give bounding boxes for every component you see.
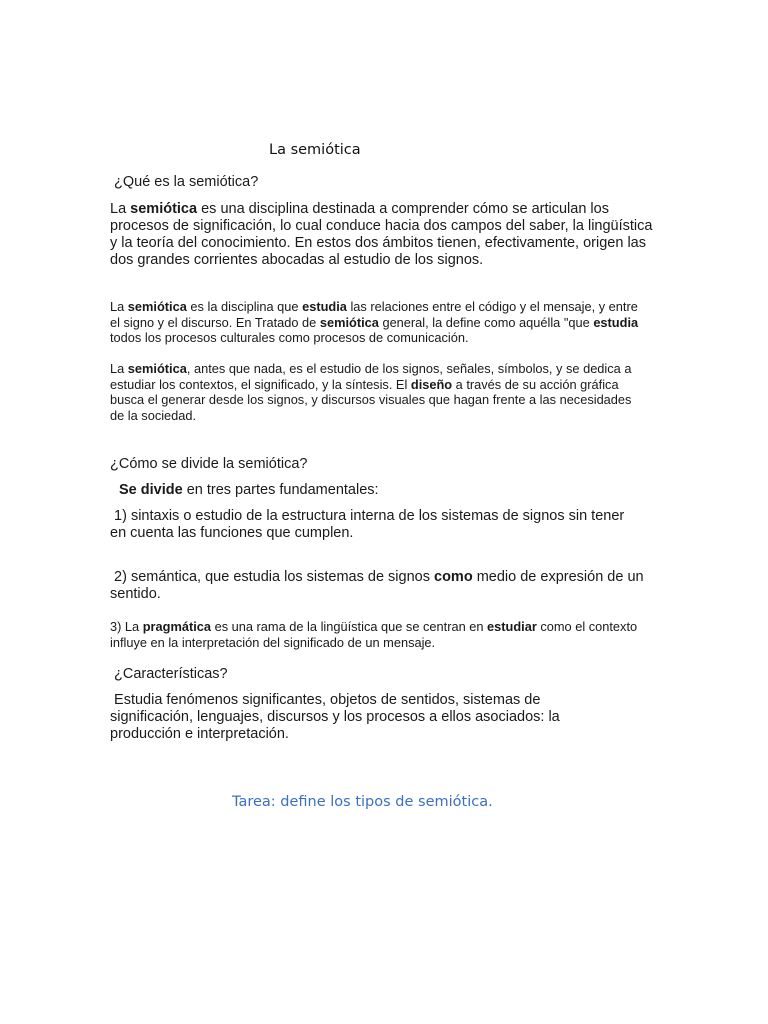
paragraph-definition-1: La semiótica es una disciplina destinada a comprender cómo se articulan los procesos de significación, lo cual conduce hacia dos campos del saber, la lingüística y la teoría del conocimiento. En estos dos ámbitos tienen, efectivamente, origen las dos grandes corrientes abocadas al estudio de los signos. bbox=[110, 201, 653, 268]
list-item-pragmatica: 3) La pragmática es una rama de la lingüística que se centran en estudiar como el contexto influye en la interpretación del significado de un mensaje. bbox=[110, 619, 638, 650]
list-item-semantica: 2) semántica, que estudia los sistemas de signos como medio de expresión de un sentido. bbox=[110, 569, 644, 602]
question-characteristics: ¿Características? bbox=[114, 666, 228, 682]
paragraph-definition-3: La semiótica, antes que nada, es el estudio de los signos, señales, símbolos, y se dedica a estudiar los contextos, el significado, y la síntesis. El diseño a través de su acción gráfica busca el generar desde los signos, y discursos visuales que hagan frente a las necesidades de la sociedad. bbox=[110, 361, 632, 423]
question-how-divided: ¿Cómo se divide la semiótica? bbox=[110, 456, 308, 472]
question-what-is: ¿Qué es la semiótica? bbox=[114, 174, 259, 190]
paragraph-definition-2: La semiótica es la disciplina que estudia las relaciones entre el código y el mensaje, y entre el signo y el discurso. En Tratado de semiótica general, la define como aquélla "que estudia todos los procesos culturales como procesos de comunicación. bbox=[110, 299, 639, 345]
homework-task: Tarea: define los tipos de semiótica. bbox=[232, 794, 493, 810]
paragraph-characteristics: Estudia fenómenos significantes, objetos de sentidos, sistemas de significación, lenguajes, discursos y los procesos a ellos asociados: la producción e interpretación. bbox=[110, 692, 560, 742]
document-title: La semiótica bbox=[269, 142, 361, 158]
paragraph-divisions-intro: Se divide en tres partes fundamentales: bbox=[119, 482, 379, 498]
list-item-sintaxis: 1) sintaxis o estudio de la estructura interna de los sistemas de signos sin tener en cuenta las funciones que cumplen. bbox=[110, 508, 625, 541]
